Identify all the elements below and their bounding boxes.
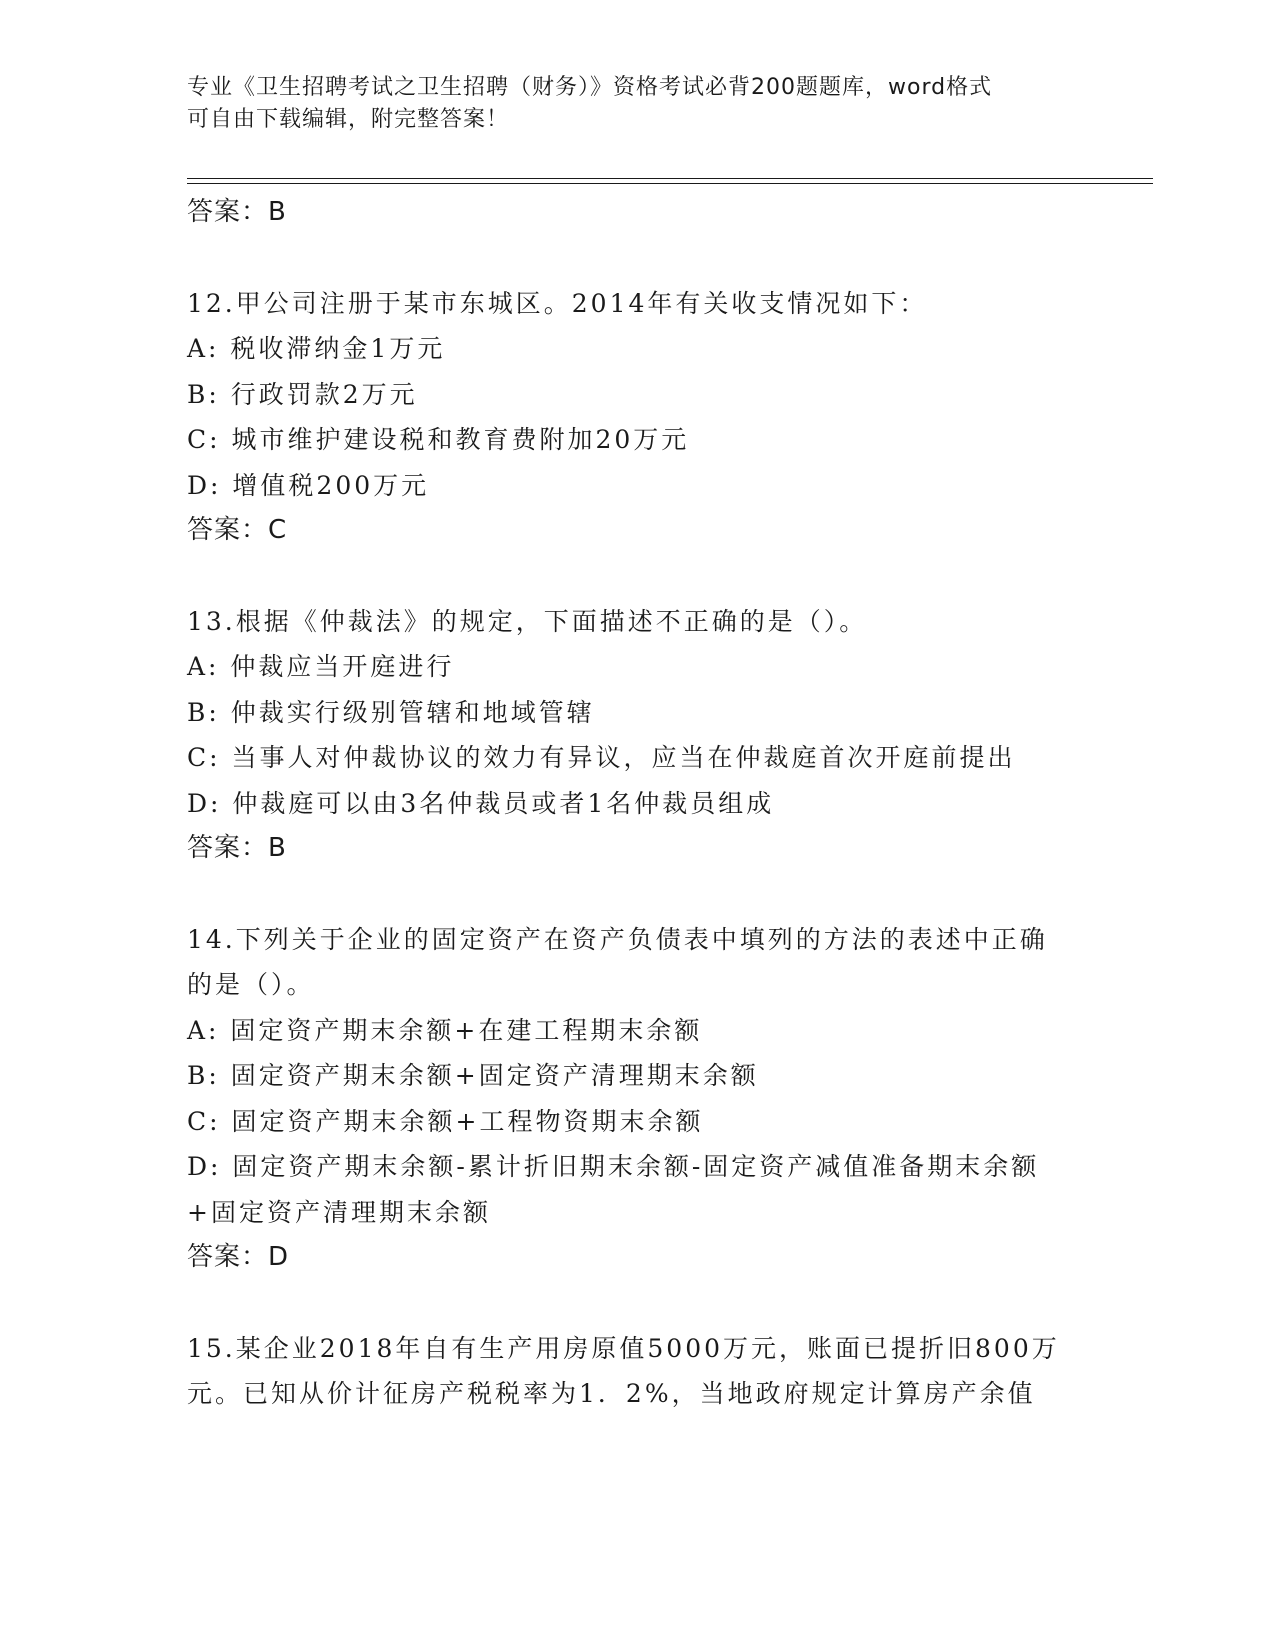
question-text-continued: 的是（）。 — [187, 970, 315, 999]
option-c: C: 城市维护建设税和教育费附加20万元 — [187, 425, 690, 454]
header-line-2: 可自由下载编辑，附完整答案！ — [187, 107, 510, 132]
answer: 答案：B — [187, 833, 287, 863]
header-line-1: 专业《卫生招聘考试之卫生招聘（财务）》资格考试必背200题题库，word格式 — [187, 75, 993, 100]
header-divider-top — [187, 178, 1153, 179]
spacer — [187, 554, 1087, 599]
option-c: C: 固定资产期末余额+工程物资期末余额 — [187, 1106, 704, 1136]
option-a: A: 税收滞纳金1万元 — [187, 334, 446, 363]
option-d-continued: +固定资产清理期末余额 — [187, 1197, 491, 1227]
spacer — [187, 236, 1087, 281]
question-13 — [187, 599, 1087, 872]
option-b: B: 固定资产期末余额+固定资产清理期末余额 — [187, 1061, 759, 1090]
spacer — [187, 1281, 1087, 1326]
document-body — [187, 190, 1087, 1417]
spacer — [187, 872, 1087, 917]
question-15 — [187, 1326, 1087, 1417]
question-text: 12.甲公司注册于某市东城区。2014年有关收支情况如下： — [187, 288, 928, 318]
document-header — [187, 72, 1067, 136]
option-a: A: 固定资产期末余额+在建工程期末余额 — [187, 1015, 703, 1045]
question-text-continued: 元。已知从价计征房产税税率为1．2%，当地政府规定计算房产余值 — [187, 1379, 1036, 1408]
question-text: 13.根据《仲裁法》的规定，下面描述不正确的是（）。 — [187, 606, 868, 636]
previous-answer: 答案：B — [187, 197, 287, 227]
option-b: B: 行政罚款2万元 — [187, 379, 418, 409]
question-12 — [187, 281, 1087, 554]
option-a: A: 仲裁应当开庭进行 — [187, 652, 455, 681]
option-d: D: 仲裁庭可以由3名仲裁员或者1名仲裁员组成 — [187, 788, 775, 818]
question-text: 14.下列关于企业的固定资产在资产负债表中填列的方法的表述中正确 — [187, 924, 1048, 954]
question-text: 15.某企业2018年自有生产用房原值5000万元，账面已提折旧800万 — [187, 1333, 1060, 1363]
answer: 答案：D — [187, 1242, 290, 1272]
option-d: D: 固定资产期末余额-累计折旧期末余额-固定资产减值准备期末余额 — [187, 1152, 1040, 1181]
answer: 答案：C — [187, 515, 288, 545]
question-14 — [187, 917, 1087, 1281]
option-c: C: 当事人对仲裁协议的效力有异议，应当在仲裁庭首次开庭前提出 — [187, 743, 1016, 772]
option-b: B: 仲裁实行级别管辖和地域管辖 — [187, 697, 595, 727]
option-d: D: 增值税200万元 — [187, 470, 430, 500]
header-divider-bottom — [187, 183, 1153, 184]
